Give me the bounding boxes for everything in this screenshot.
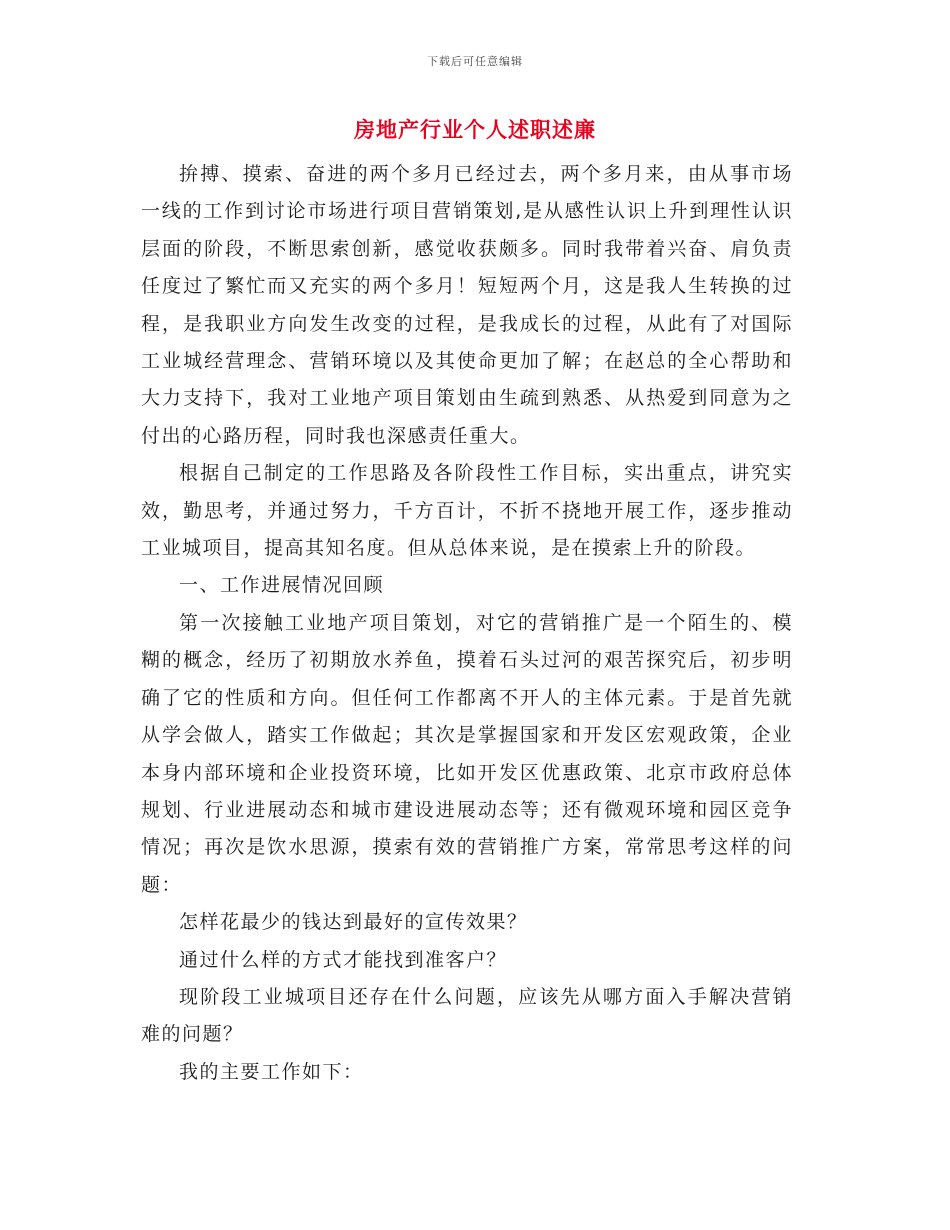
document-title: 房地产行业个人述职述廉 [354,117,596,142]
paragraph-approach: 根据自己制定的工作思路及各阶段性工作目标，实出重点，讲究实效，勤思考，并通过努力，千方百计，不折不挠地开展工作，逐步推动工业城项目，提高其知名度。但从总体来说，是在摸索上升的阶段。 [141,462,793,560]
section-heading-review: 一、工作进展情况回顾 [179,574,385,597]
question-cost: 怎样花最少的钱达到最好的宣传效果？ [179,911,528,934]
paragraph-first-contact: 第一次接触工业地产项目策划，对它的营销推广是一个陌生的、模糊的概念，经历了初期放水养鱼，摸着石头过河的艰苦探究后，初步明确了它的性质和方向。但任何工作都离不开人的主体元素。于是首先就从学会做人，踏实工作做起；其次是掌握国家和开发区宏观政策，企业本身内部环境和企业投资环境，比如开发区优惠政策、北京市政府总体规划、行业进展动态和城市建设进展动态等；还有微观环境和园区竞争情况；再次是饮水思源，摸索有效的营销推广方案，常常思考这样的问题： [141,611,793,896]
document-body [141,156,793,1091]
header-note: 下载后可任意编辑 [427,55,523,68]
question-customers: 通过什么样的方式才能找到准客户？ [179,948,508,971]
paragraph-intro: 拚搏、摸索、奋进的两个多月已经过去，两个多月来，由从事市场一线的工作到讨论市场进行项目营销策划,是从感性认识上升到理性认识层面的阶段，不断思索创新，感觉收获颇多。同时我带着兴奋、肩负责任度过了繁忙而又充实的两个多月！短短两个月，这是我人生转换的过程，是我职业方向发生改变的过程，是我成长的过程，从此有了对国际工业城经营理念、营销环境以及其使命更加了解；在赵总的全心帮助和大力支持下，我对工业地产项目策划由生疏到熟悉、从热爱到同意为之付出的心路历程，同时我也深感责任重大。 [141,163,793,447]
paragraph-main-work: 我的主要工作如下： [179,1060,364,1083]
question-problems: 现阶段工业城项目还存在什么问题，应该先从哪方面入手解决营销难的问题？ [141,985,793,1046]
